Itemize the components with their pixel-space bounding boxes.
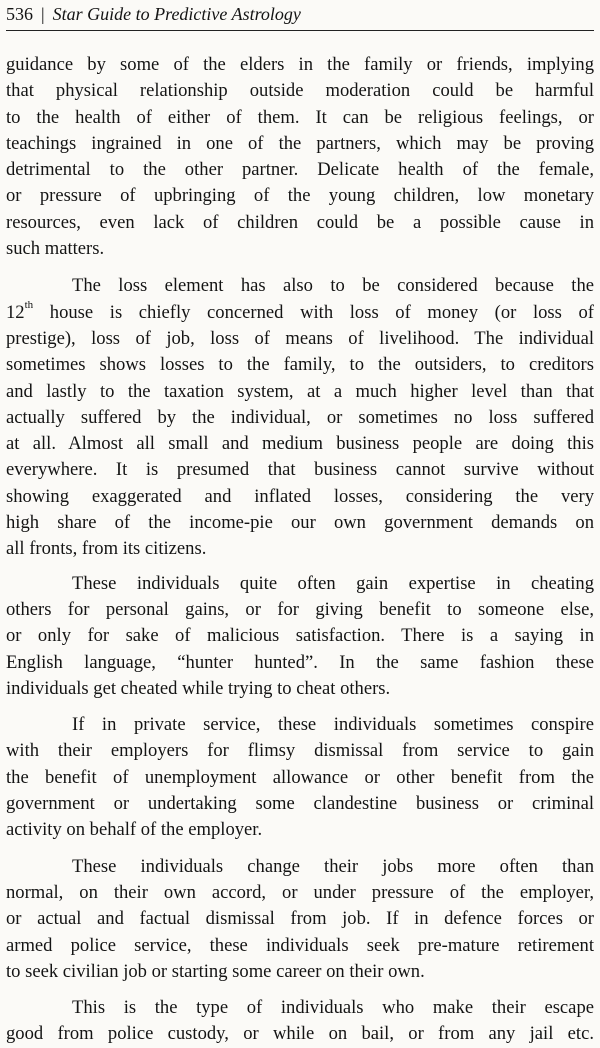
text-line: with their employers for flimsy dismissal from service to gain: [6, 740, 594, 762]
text-line: The loss element has also to be considered because the: [72, 275, 594, 297]
text-line: armed police service, these individuals seek pre-mature retirement: [6, 934, 594, 956]
text-line: sometimes shows losses to the family, to the outsiders, to creditors: [6, 354, 594, 376]
text-line: normal, on their own accord, or under pressure of the employer,: [6, 881, 594, 903]
page-number: 536: [6, 4, 33, 24]
text-line: guidance by some of the elders in the family or friends, implying: [6, 54, 594, 75]
text-line: others for personal gains, or for giving benefit to someone else,: [6, 598, 594, 620]
text-line: government or undertaking some clandestine business or criminal: [6, 793, 594, 815]
text-line: good from police custody, or while on bail, or from any jail etc.: [6, 1023, 594, 1045]
text-line: high share of the income-pie our own government demands on: [6, 512, 594, 534]
header-separator: |: [41, 4, 45, 24]
text-line: This is the type of individuals who make their escape: [72, 997, 594, 1019]
text-line: to the health of either of them. It can be religious feelings, or: [6, 106, 594, 128]
paragraph-1: [6, 52, 594, 262]
text-line: or only for sake of malicious satisfaction. There is a saying in: [6, 625, 594, 647]
text-line: prestige), loss of job, loss of means of livelihood. The individual: [6, 327, 594, 349]
paragraph-6: [6, 995, 594, 1048]
ordinal-suffix: th: [24, 299, 34, 312]
text-line: all fronts, from its citizens.: [6, 538, 207, 560]
text-line: individuals get cheated while trying to cheat others.: [6, 677, 391, 699]
text-line: or actual and factual dismissal from job. If in defence forces or: [6, 908, 594, 930]
text-line: English language, “hunter hunted”. In the same fashion these: [6, 651, 594, 673]
text-line: detrimental to the other partner. Delicate health of the female,: [6, 159, 594, 181]
running-title: Star Guide to Predictive Astrology: [52, 4, 301, 24]
text-line: resources, even lack of children could be a possible cause in: [6, 211, 594, 233]
text-line: and lastly to the taxation system, at a much higher level than that: [6, 380, 594, 402]
text-line: the benefit of unemployment allowance or other benefit from the: [6, 766, 594, 788]
text-line: actually suffered by the individual, or sometimes no loss suffered: [6, 406, 594, 428]
paragraph-3: [6, 571, 594, 702]
ordinal-number: 12: [6, 301, 25, 323]
text-line: at all. Almost all small and medium business people are doing this: [6, 433, 594, 455]
text-line: that physical relationship outside moderation could be harmful: [6, 80, 594, 102]
paragraph-2: [6, 273, 594, 562]
header-rule: [6, 30, 594, 31]
text-line: or pressure of upbringing of the young children, low monetary: [6, 185, 594, 207]
text-line: such matters.: [6, 238, 105, 260]
paragraph-4: [6, 712, 594, 843]
running-header: [6, 2, 594, 26]
text-line: to seek civilian job or starting some career on their own.: [6, 960, 425, 982]
page-body: [6, 52, 594, 1048]
text-line: showing exaggerated and inflated losses, considering the very: [6, 485, 594, 507]
text-line: everywhere. It is presumed that business cannot survive without: [6, 459, 594, 481]
text-line-with-superscript: [6, 300, 594, 326]
line-remainder: house is chiefly concerned with loss of money (or loss of: [33, 301, 594, 323]
text-line: These individuals quite often gain expertise in cheating: [72, 572, 594, 594]
text-line: activity on behalf of the employer.: [6, 819, 263, 841]
text-line: If in private service, these individuals sometimes conspire: [72, 714, 594, 736]
text-line: teachings ingrained in one of the partners, which may be proving: [6, 132, 594, 154]
text-line: These individuals change their jobs more often than: [72, 855, 594, 877]
paragraph-5: [6, 854, 594, 985]
